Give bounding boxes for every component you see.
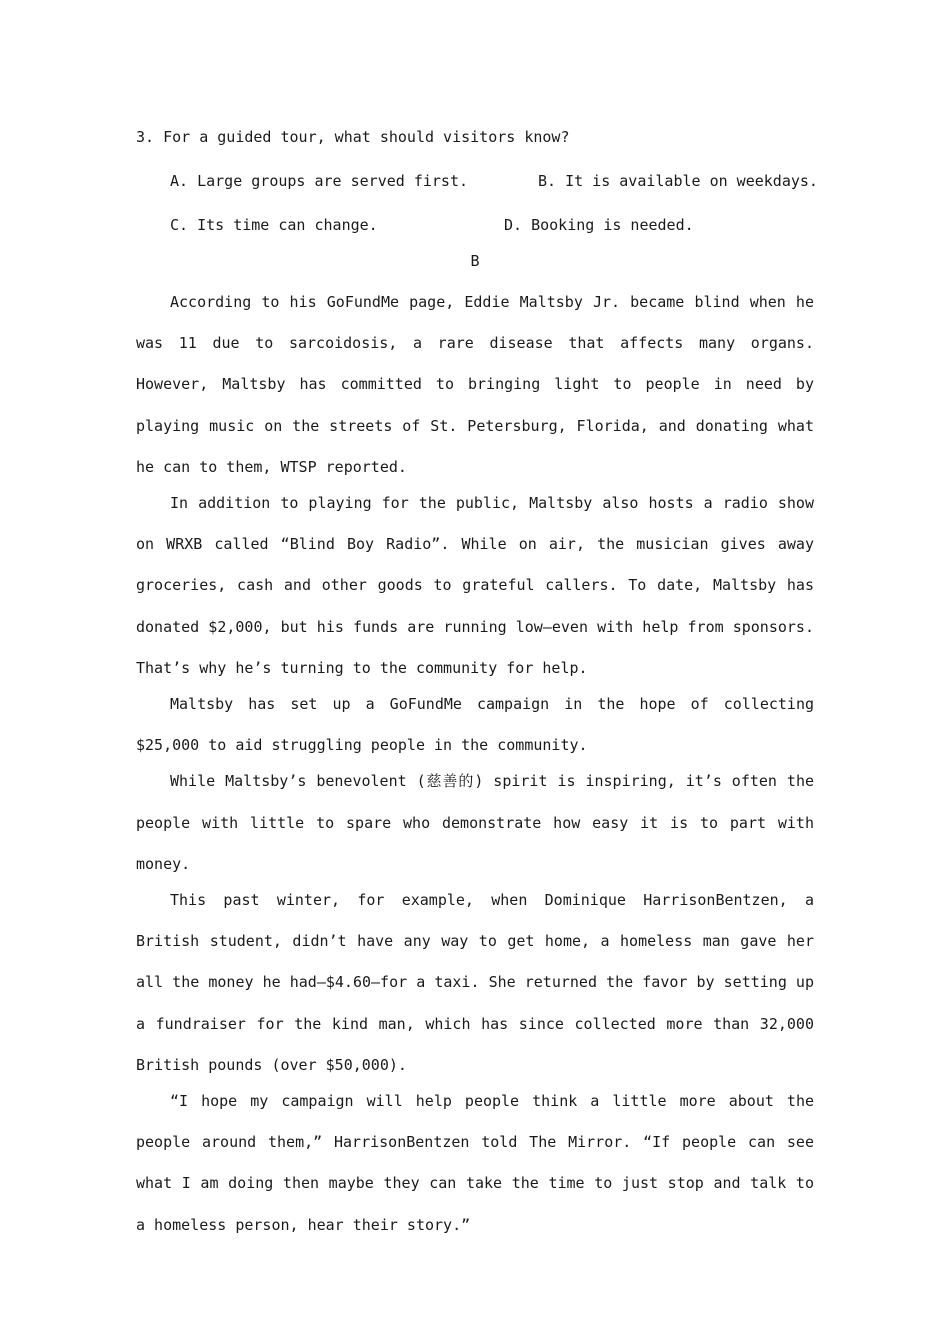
paragraph-2: In addition to playing for the public, Maltsby also hosts a radio show on WRXB called “Blind Boy Radio”. While on air, the musician gives away groceries, cash and other goods to grateful callers. To date, Maltsby has donated $2,000, but his funds are running low—even with help from sponsors. That’s why he’s turning to the community for help.: [136, 494, 814, 677]
paragraph-4: While Maltsby’s benevolent (慈善的) spirit is inspiring, it’s often the people with little to spare who demonstrate how easy it is to part with money.: [136, 772, 814, 873]
question-stem: 3. For a guided tour, what should visitors know?: [136, 128, 570, 146]
option-a: A. Large groups are served first.: [170, 172, 469, 190]
paragraph-5: This past winter, for example, when Dominique HarrisonBentzen, a British student, didn’t have any way to get home, a homeless man gave her all the money he had—$4.60—for a taxi. She returned the favor by setting up a fundraiser for the kind man, which has since collected more than 32,000 British pounds (over $50,000).: [136, 891, 814, 1074]
paragraph-1: According to his GoFundMe page, Eddie Maltsby Jr. became blind when he was 11 due to sarcoidosis, a rare disease that affects many organs. However, Maltsby has committed to bringing light to people in need by playing music on the streets of St. Petersburg, Florida, and donating what he can to them, WTSP reported.: [136, 293, 814, 476]
paragraph-3: Maltsby has set up a GoFundMe campaign in the hope of collecting $25,000 to aid struggling people in the community.: [136, 695, 814, 755]
option-d: D. Booking is needed.: [504, 216, 694, 234]
option-c: C. Its time can change.: [170, 216, 378, 234]
option-b: B. It is available on weekdays.: [538, 172, 818, 190]
paragraph-6: “I hope my campaign will help people think a little more about the people around them,” HarrisonBentzen told The Mirror. “If people can see what I am doing then maybe they can take the time to just stop and talk to a homeless person, hear their story.”: [136, 1092, 814, 1234]
section-label: B: [470, 252, 480, 270]
passage-body: [136, 282, 814, 1241]
